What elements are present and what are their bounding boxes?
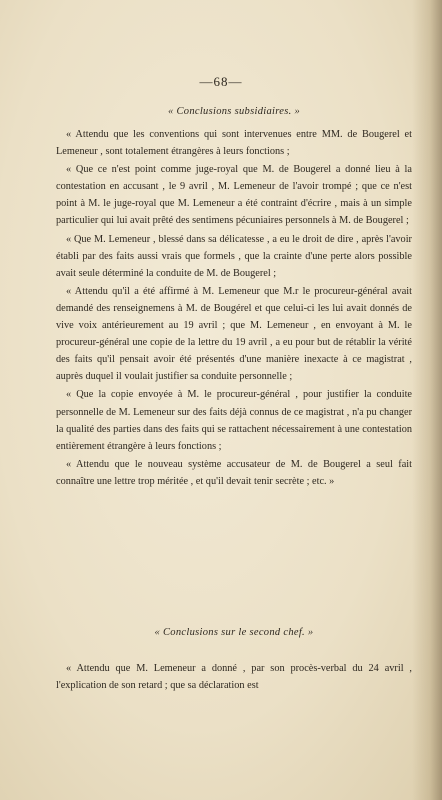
paragraph: « Attendu que M. Lemeneur a donné , par son procès-verbal du 24 avril , l'explication de son retard ; que sa déclaration est [56, 663, 412, 692]
page-gutter-shadow [412, 0, 442, 800]
subsidiary-conclusions-body [56, 126, 412, 490]
paragraph: « Que M. Lemeneur , blessé dans sa délicatesse , a eu le droit de dire , après l'avoir établi par des faits aussi vrais que formels , que la crainte d'une perte alors possible avait seule déterminé la conduite de M. de Bougerel ; [56, 233, 412, 279]
paragraph: « Attendu que les conventions qui sont intervenues entre MM. de Bougerel et Lemeneur , sont totalement étrangères à leurs fonctions ; [56, 129, 412, 158]
section-heading: « Conclusions sur le second chef. » [154, 627, 314, 638]
page-number: —68— [199, 74, 243, 89]
section-subsidiary-conclusions [56, 106, 412, 117]
second-count-body [56, 660, 412, 694]
section-second-count [56, 627, 412, 638]
paragraph: « Attendu que le nouveau système accusateur de M. de Bougerel a seul fait connaître une lettre trop méritée , et qu'il devait tenir secrète ; etc. » [56, 458, 412, 487]
section-heading: « Conclusions subsidiaires. » [168, 106, 300, 117]
paragraph: « Attendu qu'il a été affirmé à M. Lemeneur que M.r le procureur-général avait demandé des renseignemens à M. de Bougérel et que celui-ci les lui avait donnés de vive voix antérieurement au 19 avril ; que M. Lemeneur , en envoyant à M. le procureur-général une copie de la lettre du 19 avril , a eu pour but de rétablir la vérité des faits qu'il pensait avoir été présentés d'une manière inexacte à ce magistrat , auprès duquel il voulait justifier sa conduite personnelle ; [56, 285, 412, 383]
paragraph: « Que ce n'est point comme juge-royal que M. de Bougerel a donné lieu à la contestation en accusant , le 9 avril , M. Lemeneur de l'avoir trompé ; que ce n'est point à M. le juge-royal que M. Lemeneur a été contraint d'écrire , mais à un simple particulier qui lui avait prêté des sentimens pécuniaires personnels à M. de Bougerel ; [56, 164, 412, 227]
paragraph: « Que la copie envoyée à M. le procureur-général , pour justifier la conduite personnelle de M. Lemeneur sur des faits déjà connus de ce magistrat , n'a pu changer la qualité des parties dans des faits qui se rattachent nécessairement à une contestation entièrement étrangère à leurs fonctions ; [56, 389, 412, 452]
